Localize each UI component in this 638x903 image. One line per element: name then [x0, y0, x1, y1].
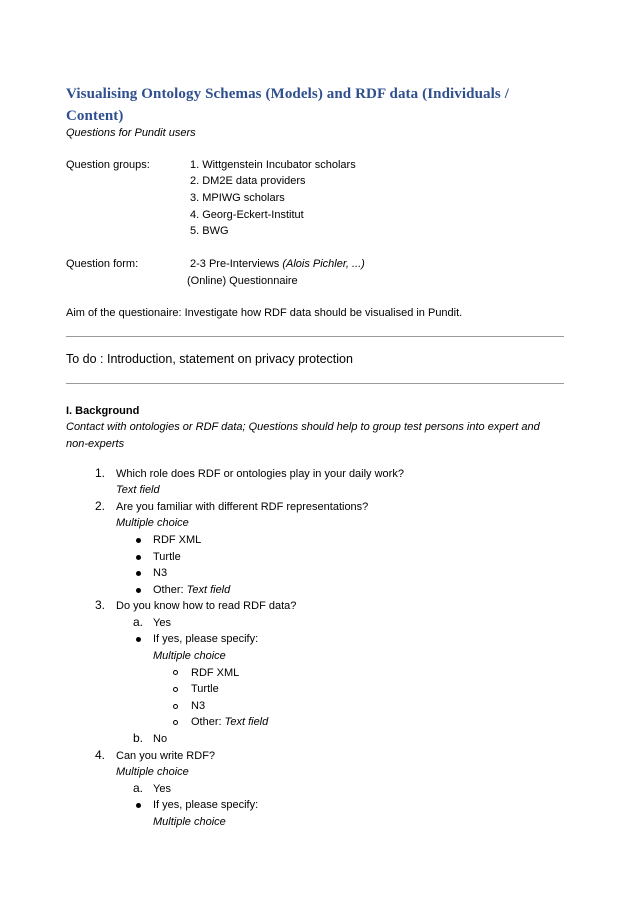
- document-title-line-1: Visualising Ontology Schemas (Models) and RDF data (Individuals /: [66, 86, 509, 102]
- option-other-type: Text field: [224, 716, 269, 728]
- section-desc-line-1: Contact with ontologies or RDF data; Questions should help to group test persons into expert and: [66, 421, 540, 433]
- form-label: Question form:: [66, 258, 139, 270]
- question-number: 2.: [95, 499, 106, 513]
- divider-bottom: [66, 383, 564, 384]
- question-number: 4.: [95, 748, 106, 762]
- option-other: [153, 583, 230, 597]
- sub-item-no: No: [153, 733, 168, 745]
- section-heading: I. Background: [66, 405, 140, 417]
- bullet-icon: [136, 588, 141, 593]
- section-desc-line-2: non-experts: [66, 438, 125, 450]
- option-item: RDF XML: [153, 534, 202, 546]
- question-2-text: Are you familiar with different RDF representations?: [116, 501, 369, 513]
- bullet-icon: [136, 538, 141, 543]
- option-item: N3: [153, 567, 168, 579]
- bullet-icon: [136, 803, 141, 808]
- circle-bullet-icon: [173, 704, 178, 709]
- option-other-type: Text field: [186, 584, 231, 596]
- form-line-2: (Online) Questionnaire: [187, 275, 298, 287]
- option-item: Turtle: [191, 683, 219, 695]
- option-other: [191, 715, 268, 729]
- group-item: 1. Wittgenstein Incubator scholars: [190, 159, 356, 171]
- option-other-label: Other:: [153, 584, 187, 596]
- group-item: 5. BWG: [190, 225, 229, 237]
- option-item: RDF XML: [191, 667, 240, 679]
- option-other-label: Other:: [191, 716, 225, 728]
- bullet-icon: [136, 555, 141, 560]
- form-line-1-text: 2-3 Pre-Interviews: [190, 258, 283, 270]
- specify-type: Multiple choice: [153, 816, 226, 828]
- question-1-text: Which role does RDF or ontologies play in your daily work?: [116, 468, 404, 480]
- document-title-line-2: Content): [66, 108, 124, 124]
- form-line-1-note: (Alois Pichler, ...): [282, 258, 365, 270]
- question-4-type: Multiple choice: [116, 766, 189, 778]
- circle-bullet-icon: [173, 670, 178, 675]
- sub-item-label: b.: [133, 731, 144, 745]
- document-subtitle: Questions for Pundit users: [66, 127, 196, 139]
- sub-item-label: a.: [133, 781, 144, 795]
- question-1-type: Text field: [116, 484, 160, 496]
- specify-type: Multiple choice: [153, 650, 226, 662]
- group-item: 4. Georg-Eckert-Institut: [190, 209, 304, 221]
- groups-label: Question groups:: [66, 159, 150, 171]
- question-4-text: Can you write RDF?: [116, 750, 216, 762]
- option-item: N3: [191, 700, 206, 712]
- option-item: Turtle: [153, 551, 181, 563]
- group-item: 3. MPIWG scholars: [190, 192, 285, 204]
- divider-top: [66, 336, 564, 337]
- bullet-icon: [136, 637, 141, 642]
- sub-item-label: a.: [133, 615, 144, 629]
- question-number: 3.: [95, 598, 106, 612]
- aim-statement: Aim of the questionaire: Investigate how RDF data should be visualised in Pundit.: [66, 307, 463, 319]
- group-item: 2. DM2E data providers: [190, 175, 306, 187]
- question-2-type: Multiple choice: [116, 517, 189, 529]
- todo-note: To do : Introduction, statement on privacy protection: [66, 352, 353, 366]
- question-number: 1.: [95, 466, 106, 480]
- form-line-1: [190, 257, 365, 271]
- circle-bullet-icon: [173, 687, 178, 692]
- circle-bullet-icon: [173, 720, 178, 725]
- sub-item-yes: Yes: [153, 617, 171, 629]
- sub-item-yes: Yes: [153, 783, 171, 795]
- specify-prompt: If yes, please specify:: [153, 799, 259, 811]
- question-3-text: Do you know how to read RDF data?: [116, 600, 297, 612]
- specify-prompt: If yes, please specify:: [153, 633, 259, 645]
- bullet-icon: [136, 571, 141, 576]
